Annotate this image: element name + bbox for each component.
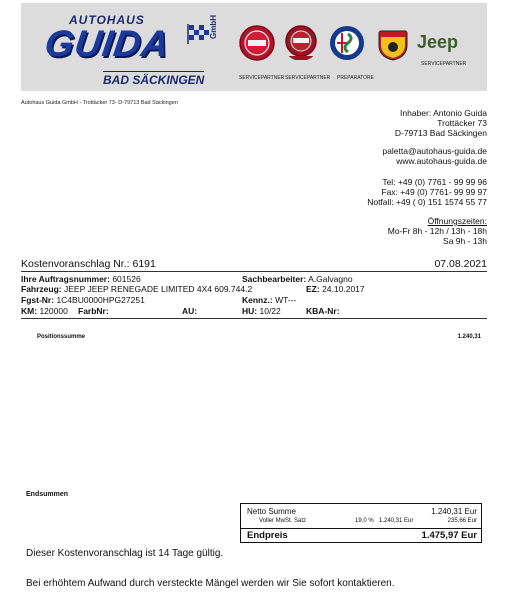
auftrag-row [21,274,141,284]
km-value: 120000 [39,306,68,316]
mwst-value: 235,66 Eur [447,518,477,524]
au-label: AU: [182,306,198,316]
fgst-label: Fgst-Nr: [21,295,55,305]
km-row [21,306,68,316]
fahrzeug-label: Fahrzeug: [21,284,62,294]
positions-value: 1.240,31 [457,334,481,340]
logo-city-text: BAD SÄCKINGEN [103,73,205,87]
farbnr-label: FarbNr: [78,306,109,316]
sachbearbeiter-row [242,274,353,284]
hu-row [242,306,281,316]
mwst-base: 1.240,31 Eur [379,518,414,524]
auftrag-label: Ihre Auftragsnummer: [21,274,110,284]
hu-value: 10/22 [259,306,281,316]
brand-logos [237,23,487,89]
kennz-row [242,295,296,305]
fax-line: Fax: +49 (0) 7761- 99 99 97 [381,187,487,197]
fahrzeug-value: JEEP JEEP RENEGADE LIMITED 4X4 609.744.2 [64,284,253,294]
abarth-logo-icon [375,25,411,61]
netto-label: Netto Summe [247,507,296,516]
brand-label-4: SERVICEPARTNER [421,61,467,67]
divider-top [21,271,487,272]
km-label: KM: [21,306,38,316]
hu-label: HU: [242,306,258,316]
letterhead-banner [21,3,487,91]
sach-label: Sachbearbeiter: [242,274,307,284]
hours-saturday: Sa 9h - 13h [443,236,487,246]
kennz-value: WT--- [275,295,297,305]
jeep-logo-text: Jeep [417,32,459,52]
mwst-rate: 19,0 % [355,518,374,524]
notfall-line: Notfall: +49 ( 0) 151 1574 55 77 [367,197,487,207]
web-link[interactable]: www.autohaus-guida.de [396,156,487,166]
tel-line: Tel: +49 (0) 7761 - 99 99 96 [382,177,487,187]
endpreis-label: Endpreis [247,530,288,541]
owner-line: Inhaber: Antonio Guida [400,108,487,118]
fgst-value: 1C4BU0000HPG27251 [56,295,145,305]
autohaus-guida-logo [37,13,227,91]
totals-box [240,503,482,543]
auftrag-value: 601526 [112,274,141,284]
brand-label-3: PREPARATORE [337,75,374,81]
netto-value: 1.240,31 Eur [431,507,477,516]
city-line: D-79713 Bad Säckingen [394,128,487,138]
sach-value: A.Galvagno [308,274,353,284]
positions-label: Positionssumme [37,334,86,340]
ez-row [306,284,365,294]
quote-title: Kostenvoranschlag Nr.: 6191 [21,258,156,270]
ez-label: EZ: [306,284,320,294]
brand-label-1: SERVICEPARTNER [239,75,285,81]
fgst-row [21,295,145,305]
brand-label-2: SERVICEPARTNER [285,75,331,81]
totals-divider [241,528,481,529]
email-link[interactable]: paletta@autohaus-guida.de [382,146,487,156]
fiat-professional-logo-icon [283,25,319,61]
validity-note: Dieser Kostenvoranschlag ist 14 Tage gültig. [26,548,224,559]
ez-value: 24.10.2017 [322,284,365,294]
kennz-label: Kennz.: [242,295,273,305]
hours-title: Öffnungszeiten: [427,216,487,226]
hidden-defects-note: Bei erhöhtem Aufwand durch versteckte Mängel werden wir Sie sofort kontaktieren. [26,578,395,589]
kba-label: KBA-Nr: [306,306,340,316]
endsummen-heading: Endsummen [26,491,69,498]
alfa-romeo-logo-icon [329,25,365,61]
mwst-label: Voller MwSt. Satz [259,518,307,524]
fahrzeug-row [21,284,252,294]
street-line: Trottäcker 73 [437,118,487,128]
logo-guida-text: GUIDA [42,23,173,64]
endpreis-value: 1.475,97 Eur [421,530,477,541]
hours-weekday: Mo-Fr 8h - 12h / 13h - 18h [387,226,487,236]
sender-line: Autohaus Guida GmbH - Trottäcker 73- D-79713 Bad Säckingen [21,100,178,106]
fiat-logo-icon [239,25,275,61]
logo-autohaus-text: AUTOHAUS [69,13,145,27]
logo-gmbh-text: GmbH [209,15,218,39]
divider-bottom [21,318,487,319]
quote-date: 07.08.2021 [434,258,487,270]
